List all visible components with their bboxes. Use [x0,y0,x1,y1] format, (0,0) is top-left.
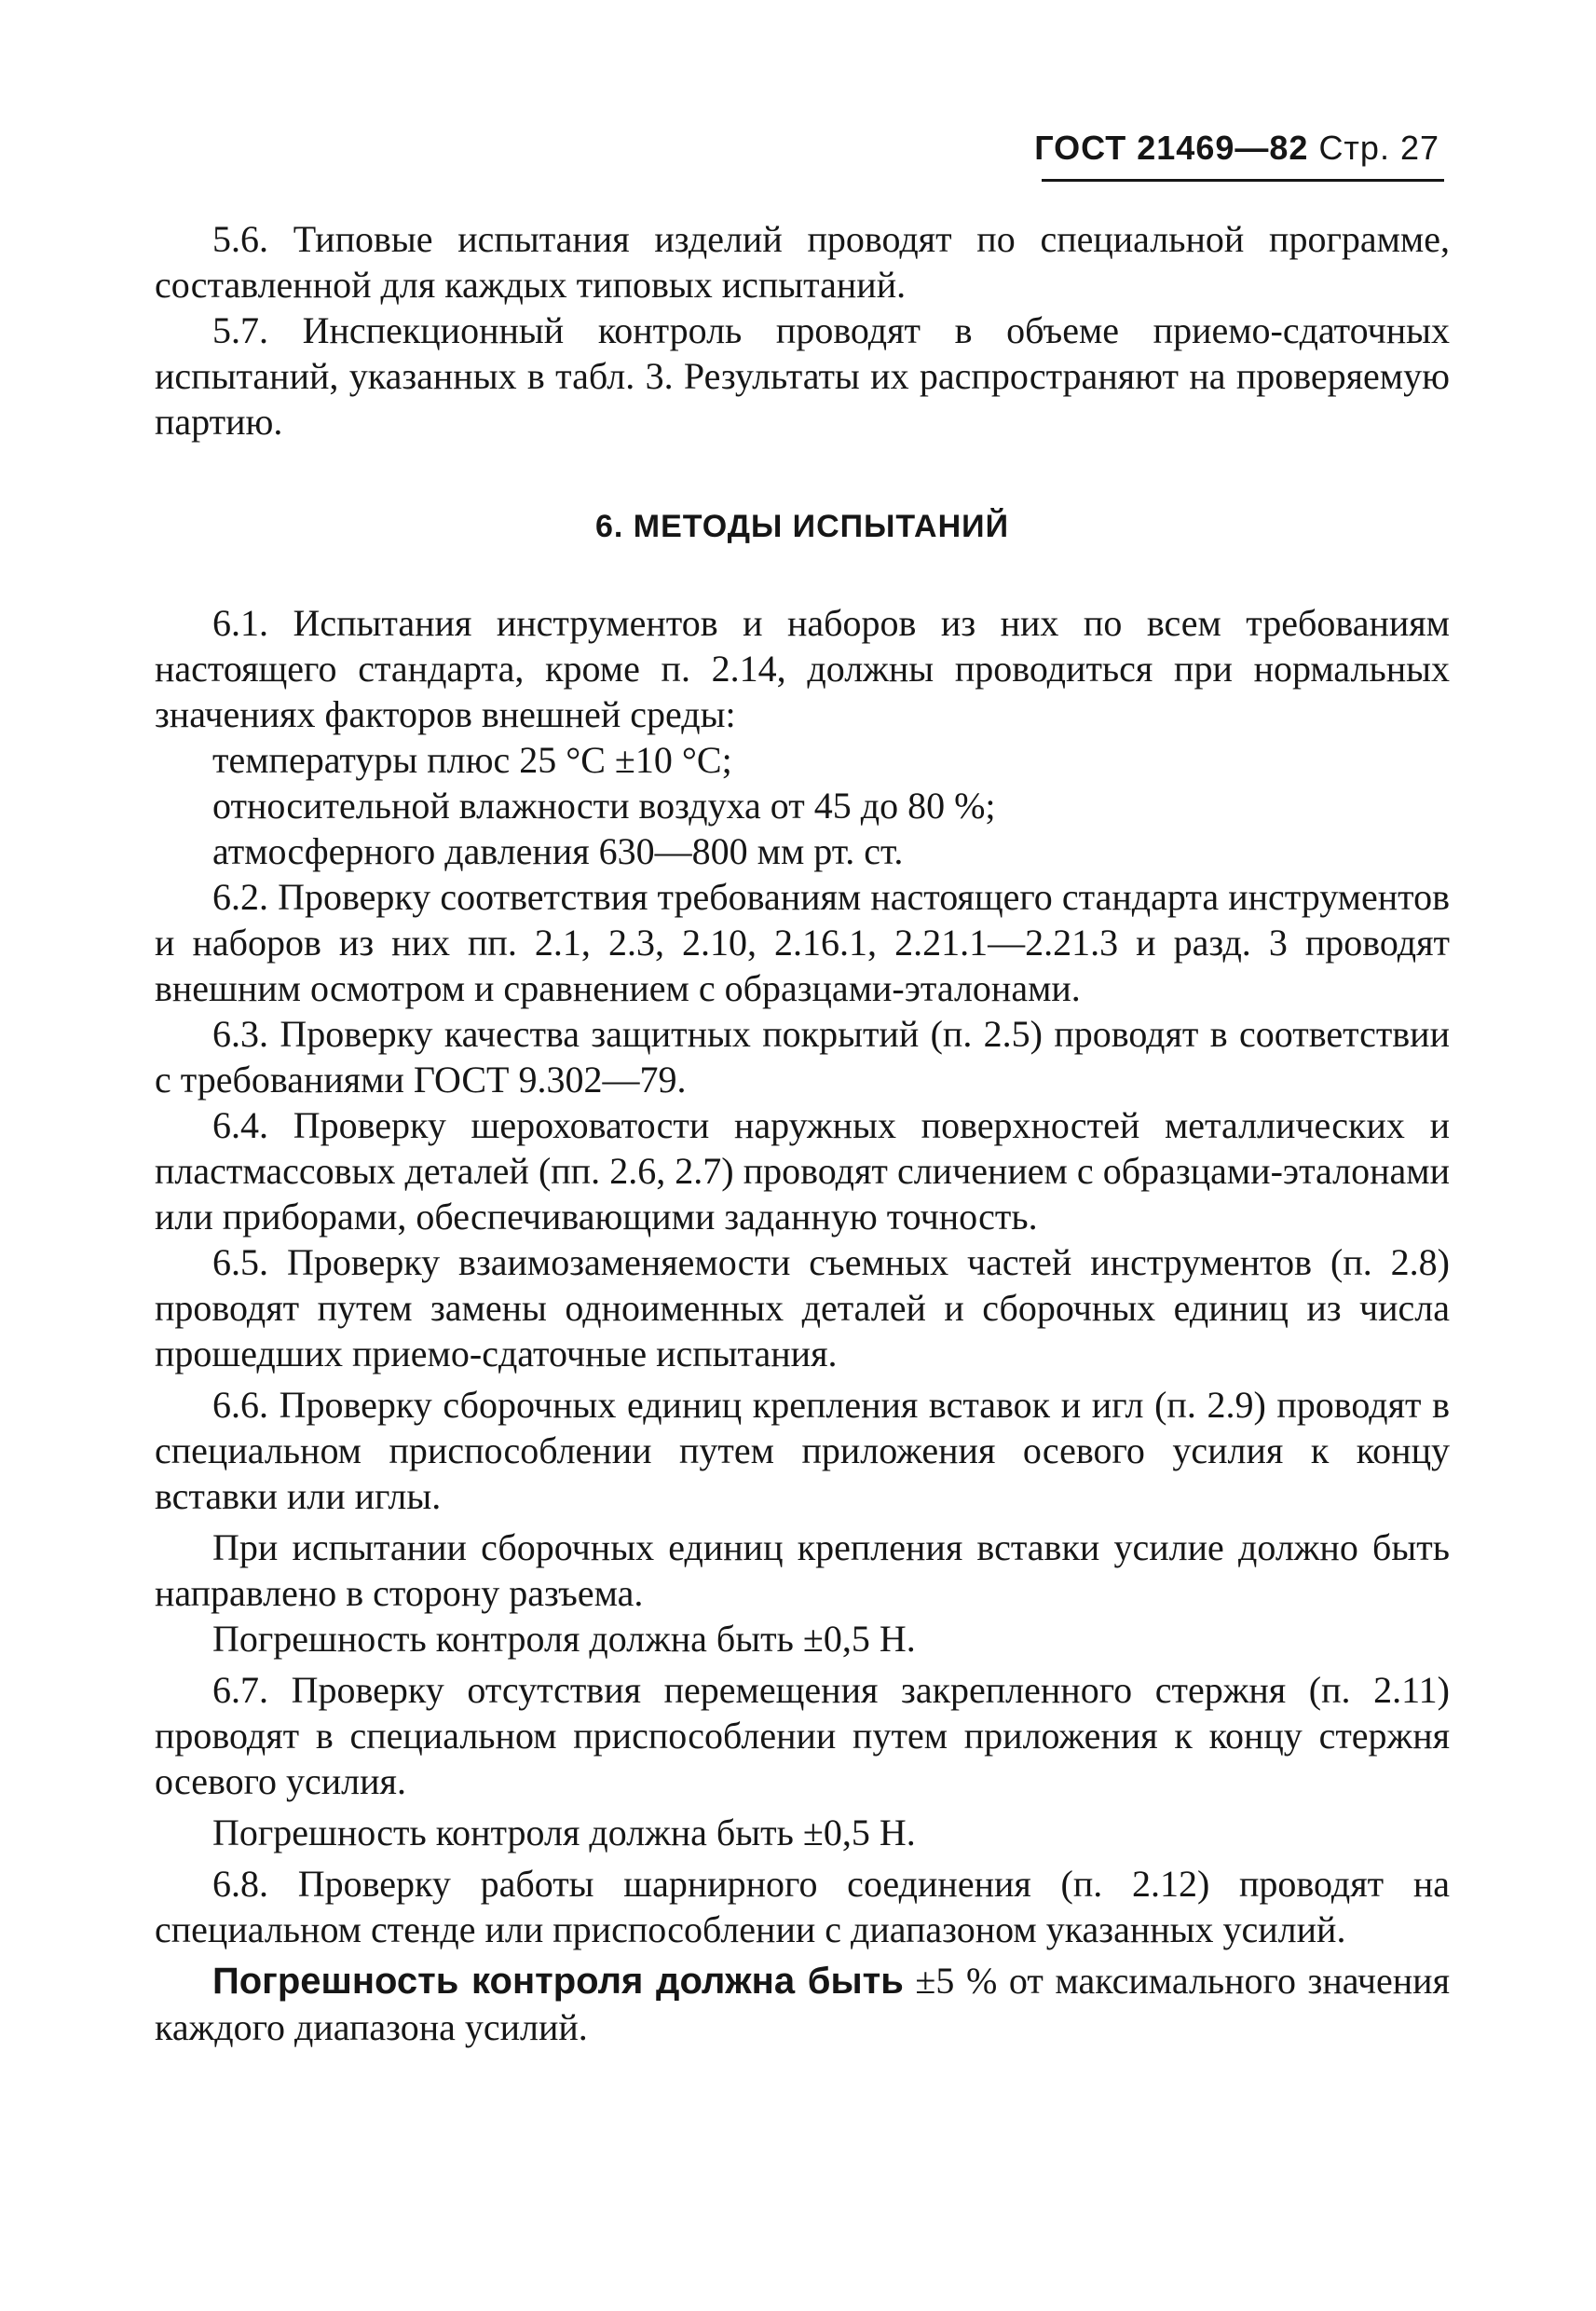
body-text [155,216,1450,2050]
paragraph-6-8-accuracy [155,1958,1450,2050]
standard-number: ГОСТ 21469—82 [1034,129,1309,167]
accuracy-lead: Погрешность контроля должна быть [212,1961,904,2002]
page-number: Стр. 27 [1318,129,1439,167]
paragraph-5-6: 5.6. Типовые испытания изделий проводят по специальной программе, составленной для каждых типовых испытаний. [155,218,1450,306]
condition-humidity: относительной влажности воздуха от 45 до 80 %; [212,785,996,827]
paragraph-6-4: 6.4. Проверку шероховатости наружных поверхностей металлических и пластмассовых деталей (пп. 2.6, 2.7) проводят сличением с образцами-эталонами или приборами, обеспечивающими заданную точность. [155,1104,1450,1238]
paragraph-6-2: 6.2. Проверку соответствия требованиям настоящего стандарта инструментов и наборов из них пп. 2.1, 2.3, 2.10, 2.16.1, 2.21.1—2.21.3 и разд. 3 проводят внешним осмотром и сравнением с образцами-эталонами. [155,876,1450,1009]
paragraph-6-7-accuracy: Погрешность контроля должна быть ±0,5 Н. [212,1812,916,1853]
paragraph-6-7: 6.7. Проверку отсутствия перемещения закрепленного стержня (п. 2.11) проводят в специальном приспособлении путем приложения к концу стержня осевого усилия. [155,1669,1450,1802]
paragraph-5-7: 5.7. Инспекционный контроль проводят в объеме приемо-сдаточных испытаний, указанных в табл. 3. Результаты их распространяют на проверяемую партию. [155,309,1450,443]
paragraph-6-3: 6.3. Проверку качества защитных покрытий (п. 2.5) проводят в соответствии с требованиями ГОСТ 9.302—79. [155,1013,1450,1101]
paragraph-6-6: 6.6. Проверку сборочных единиц крепления вставок и игл (п. 2.9) проводят в специальном приспособлении путем приложения осевого усилия к концу вставки или иглы. [155,1384,1450,1517]
paragraph-6-1: 6.1. Испытания инструментов и наборов из них по всем требованиям настоящего стандарта, кроме п. 2.14, должны проводиться при нормальных значениях факторов внешней среды: [155,602,1450,735]
paragraph-6-6-accuracy: Погрешность контроля должна быть ±0,5 Н. [212,1618,916,1660]
page-header [1034,129,1439,168]
paragraph-6-5: 6.5. Проверку взаимозаменяемости съемных частей инструментов (п. 2.8) проводят путем замены одноименных деталей и сборочных единиц из числа прошедших приемо-сдаточные испытания. [155,1241,1450,1374]
section-title: 6. МЕТОДЫ ИСПЫТАНИЙ [595,509,1009,544]
paragraph-6-8: 6.8. Проверку работы шарнирного соединения (п. 2.12) проводят на специальном стенде или приспособлении с диапазоном указанных усилий. [155,1863,1450,1950]
header-rule [1042,179,1444,182]
paragraph-6-6-note: При испытании сборочных единиц крепления вставки усилие должно быть направлено в сторону разъема. [155,1526,1450,1614]
accuracy-rest: ±5 % от максимального значения каждого диапазона усилий. [155,1960,1450,2048]
condition-pressure: атмосферного давления 630—800 мм рт. ст. [212,830,904,872]
condition-temperature: температуры плюс 25 °С ±10 °С; [212,739,732,781]
